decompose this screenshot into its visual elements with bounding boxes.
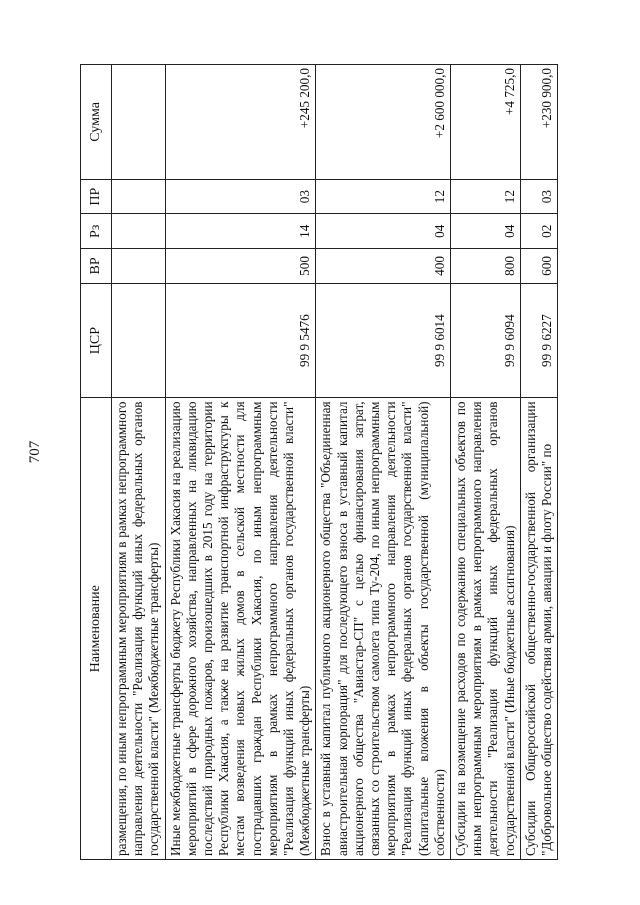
row-pr: 12 [316,179,451,214]
row-name: Субсидии на возмещение расходов по содержанию специальных объектов по иным непрограммным мероприятиям в рамках непрограммного направления деятельности "Реализация функций иных федеральных органов государственной власти" (Иные бюджетные ассигнования) [451,398,521,860]
row-vr: 500 [165,249,316,284]
page-number: 707 [27,440,43,464]
row-vr: 800 [451,249,521,284]
row-rz: 02 [520,214,557,249]
header-sum: Сумма [81,65,112,180]
header-vr: ВР [81,249,112,284]
row-sum [112,65,166,180]
budget-table [80,64,558,860]
row-rz: 04 [316,214,451,249]
table-row [165,65,316,860]
header-name: Наименование [81,398,112,860]
header-pr: ПР [81,179,112,214]
row-sum: +230 900,0 [520,65,557,180]
row-name: Иные межбюджетные трансферты бюджету Республики Хакасия на реализацию мероприятий в сфере дорожного хозяйства, направленных на ликвидацию последствий природных пожаров, произошедших в 2015 году на территории Республики Хакасия, а также на развитие транспортной инфраструктуры к местам возведения новых жилых домов в сельской местности для пострадавших граждан Республики Хакасия, по иным непрограммным мероприятиям в рамках непрограммного направления деятельности "Реализация функций иных федеральных органов государственной власти" (Межбюджетные трансферты) [165,398,316,860]
row-csr: 99 9 5476 [165,283,316,398]
row-csr: 99 9 6227 [520,283,557,398]
row-sum: +245 200,0 [165,65,316,180]
rotated-page [80,64,580,860]
row-name: Субсидии Общероссийской общественно-государственной организации "Добровольное общество содействия армии, авиации и флоту России" по [520,398,557,860]
row-csr [112,283,166,398]
row-sum: +4 725,0 [451,65,521,180]
row-sum: +2 600 000,0 [316,65,451,180]
row-vr: 400 [316,249,451,284]
row-pr: 12 [451,179,521,214]
table-row [520,65,557,860]
header-rz: Рз [81,214,112,249]
row-vr: 600 [520,249,557,284]
row-rz: 04 [451,214,521,249]
table-row [112,65,166,860]
row-pr: 03 [520,179,557,214]
row-rz: 14 [165,214,316,249]
row-rz [112,214,166,249]
table-row [451,65,521,860]
table-header-row [81,65,112,860]
row-csr: 99 9 6014 [316,283,451,398]
row-csr: 99 9 6094 [451,283,521,398]
header-csr: ЦСР [81,283,112,398]
row-name: размещения, по иным непрограммным мероприятиям в рамках непрограммного направления деятельности "Реализация функций иных федеральных органов государственной власти" (Межбюджетные трансферты) [112,398,166,860]
row-vr [112,249,166,284]
row-name: Взнос в уставный капитал публичного акционерного общества "Объединенная авиастроительная корпорация" для последующего взноса в уставный капитал акционерного общества "Авиастар-СП" с целью финансирования затрат, связанных со строительством самолета типа Ту-204, по иным непрограммным мероприятиям в рамках непрограммного направления деятельности "Реализация функций иных федеральных органов государственной власти" (Капитальные вложения в объекты государственной (муниципальной) собственности) [316,398,451,860]
table-row [316,65,451,860]
row-pr [112,179,166,214]
row-pr: 03 [165,179,316,214]
